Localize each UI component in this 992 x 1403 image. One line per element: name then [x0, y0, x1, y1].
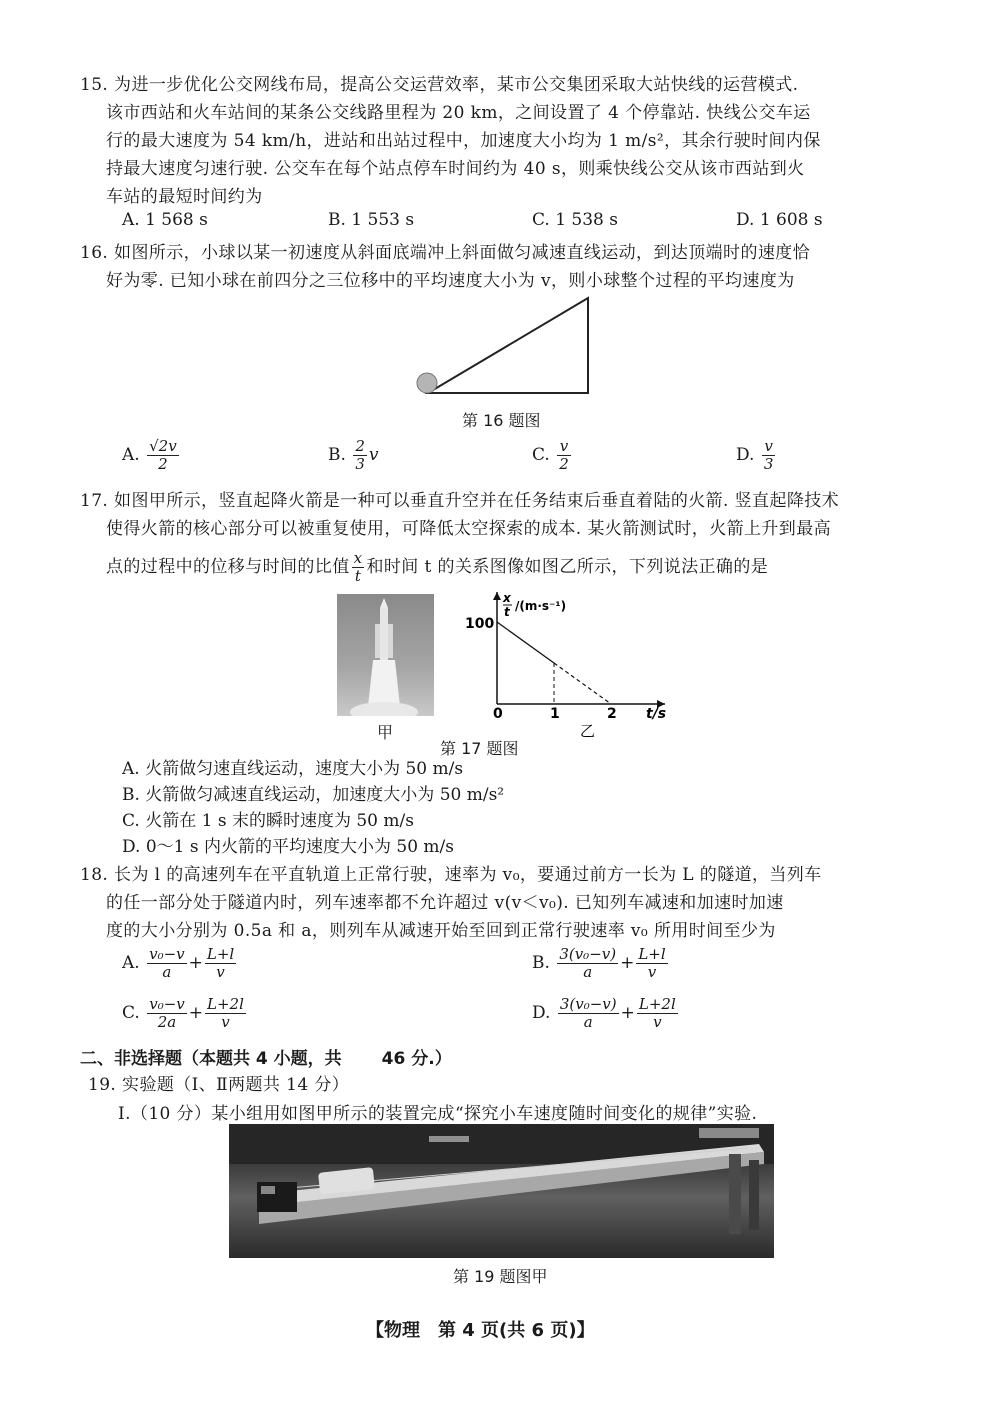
q16-b-tail: v	[368, 445, 379, 465]
x-tick-2: 2	[607, 706, 617, 722]
q15-line-2: 该市西站和火车站间的某条公交线路里程为 20 km，之间设置了 4 个停靠站. 快线公交车运	[106, 103, 811, 123]
y-label-num: x	[503, 591, 511, 605]
q15-line-3: 行的最大速度为 54 km/h，进站和出站过程中，加速度大小均为 1 m/s²，其余行驶时间内保	[106, 131, 821, 151]
q16-a-label: A.	[122, 445, 140, 465]
y-label-den: t	[504, 605, 510, 619]
q18-d-plus: +	[620, 1003, 635, 1023]
q15-option-a: A. 1 568 s	[122, 210, 208, 230]
q18-c-d2: v	[221, 1013, 230, 1031]
q18-c-n2: L+2l	[207, 995, 244, 1013]
q17-graph	[455, 588, 670, 738]
section-2-heading	[80, 1044, 452, 1069]
q16-b-num: 2	[355, 437, 365, 455]
q17-option-d: D. 0～1 s 内火箭的平均速度大小为 50 m/s	[122, 837, 455, 857]
q16-c-label: C.	[532, 445, 550, 465]
ball-icon	[417, 373, 437, 393]
q16-option-a	[122, 438, 181, 473]
q16-c-num: v	[557, 438, 571, 456]
q17-line-3	[106, 550, 768, 585]
q15-line-5: 车站的最短时间约为	[106, 187, 263, 207]
q18-option-b	[532, 946, 670, 981]
q16-option-d	[736, 438, 777, 473]
graph-dashed-segment	[554, 663, 611, 704]
q18-b-plus: +	[620, 953, 635, 973]
y-axis-arrow-icon	[493, 592, 501, 600]
y-axis-unit: /(m·s⁻¹)	[515, 599, 567, 613]
q17-ratio-den: t	[354, 567, 362, 585]
q16-caption: 第 16 题图	[462, 411, 541, 430]
q17-option-a: A. 火箭做匀速直线运动，速度大小为 50 m/s	[122, 759, 464, 779]
q18-line-3: 度的大小分别为 0.5a 和 a，则列车从减速开始至回到正常行驶速率 v₀ 所用时间至少为	[106, 921, 776, 941]
q17-option-b: B. 火箭做匀减速直线运动，加速度大小为 50 m/s²	[122, 785, 505, 805]
q19-caption: 第 19 题图甲	[453, 1267, 548, 1286]
y-tick-100: 100	[465, 616, 495, 632]
q17-option-c: C. 火箭在 1 s 末的瞬时速度为 50 m/s	[122, 811, 414, 831]
q18-b-label: B.	[532, 953, 550, 973]
q16-a-den: 2	[158, 455, 168, 473]
q16-d-num: v	[762, 438, 776, 456]
q15-option-c: C. 1 538 s	[532, 210, 619, 230]
q15-option-d: D. 1 608 s	[736, 210, 823, 230]
q18-a-n2: L+l	[206, 945, 235, 963]
section-2-heading-b: 46 分.）	[381, 1049, 452, 1069]
section-2-heading-a: 二、非选择题（本题共 4 小题，共	[80, 1049, 342, 1069]
q18-c-d1: 2a	[157, 1013, 177, 1031]
x-tick-0: 0	[493, 706, 503, 722]
q18-d-n1: 3(v₀−v)	[559, 995, 617, 1013]
q18-d-n2: L+2l	[638, 995, 676, 1013]
q19-apparatus-photo	[229, 1124, 774, 1258]
q16-c-den: 2	[559, 455, 569, 473]
incline-figure	[410, 295, 600, 400]
rocket-icon	[337, 594, 434, 716]
q18-a-label: A.	[122, 953, 140, 973]
q18-line-1: 18. 长为 l 的高速列车在平直轨道上正常行驶，速率为 v₀，要通过前方一长为 L 的隧道，当列车	[80, 865, 822, 885]
q18-b-d2: v	[647, 963, 657, 981]
q16-b-label: B.	[328, 445, 346, 465]
q18-a-d2: v	[216, 963, 225, 981]
q15-option-b: B. 1 553 s	[328, 210, 415, 230]
q18-b-n1: 3(v₀−v)	[559, 945, 617, 963]
q16-option-b	[328, 438, 378, 473]
q15-line-4: 持最大速度匀速行驶. 公交车在每个站点停车时间约为 40 s，则乘快线公交从该市西站到火	[106, 159, 805, 179]
q18-d-d1: a	[583, 1013, 593, 1031]
q18-c-n1: v₀−v	[149, 995, 185, 1013]
q18-option-c	[122, 996, 248, 1031]
q16-a-num: √2v	[149, 437, 177, 455]
q19-part1: Ⅰ.（10 分）某小组用如图甲所示的装置完成“探究小车速度随时间变化的规律”实验.	[118, 1104, 758, 1124]
q18-line-2: 的任一部分处于隧道内时，列车速率都不允许超过 v(v＜v₀). 已知列车减速和加速时加速	[106, 893, 784, 913]
q18-b-d1: a	[583, 963, 593, 981]
q19-title: 19. 实验题（Ⅰ、Ⅱ两题共 14 分）	[88, 1075, 350, 1095]
q17-line-3a: 点的过程中的位移与时间的比值	[106, 557, 350, 577]
rocket-photo	[337, 594, 434, 716]
q18-c-label: C.	[122, 1003, 140, 1023]
q18-b-n2: L+l	[638, 945, 666, 963]
q18-d-label: D.	[532, 1003, 551, 1023]
q15-line-1: 15. 为进一步优化公交网线布局，提高公交运营效率，某市公交集团采取大站快线的运营模式.	[80, 75, 799, 95]
x-axis-label: t/s	[646, 706, 667, 722]
q16-line-1: 16. 如图所示，小球以某一初速度从斜面底端冲上斜面做匀减速直线运动，到达顶端时的速度恰	[80, 243, 811, 263]
q17-ratio-num: x	[353, 549, 363, 567]
q16-d-label: D.	[736, 445, 755, 465]
q18-a-n1: v₀−v	[149, 945, 185, 963]
q16-option-c	[532, 438, 573, 473]
q17-line-1: 17. 如图甲所示，竖直起降火箭是一种可以垂直升空并在任务结束后垂直着陆的火箭. 竖直起降技术	[80, 491, 840, 511]
page-footer: 【物理 第 4 页(共 6 页)】	[366, 1320, 595, 1341]
x-tick-1: 1	[550, 706, 560, 722]
q16-b-den: 3	[355, 455, 365, 473]
q18-c-plus: +	[188, 1003, 203, 1023]
track-apparatus-icon	[229, 1124, 774, 1258]
q18-option-d	[532, 996, 680, 1031]
q16-line-2: 好为零. 已知小球在前四分之三位移中的平均速度大小为 v，则小球整个过程的平均速度为	[106, 271, 795, 291]
q18-d-d2: v	[653, 1013, 662, 1031]
graph-solid-segment	[497, 622, 554, 663]
q17-line-3b: 和时间 t 的关系图像如图乙所示，下列说法正确的是	[366, 557, 769, 577]
q18-option-a	[122, 946, 238, 981]
q18-a-plus: +	[188, 953, 203, 973]
q16-d-den: 3	[763, 455, 774, 473]
q17-line-2: 使得火箭的核心部分可以被重复使用，可降低太空探索的成本. 某火箭测试时，火箭上升到最高	[106, 519, 832, 539]
q17-caption: 第 17 题图	[440, 739, 519, 758]
q17-graph-label: 乙	[580, 722, 596, 738]
q17-photo-label: 甲	[377, 723, 394, 742]
q18-a-d1: a	[162, 963, 172, 981]
